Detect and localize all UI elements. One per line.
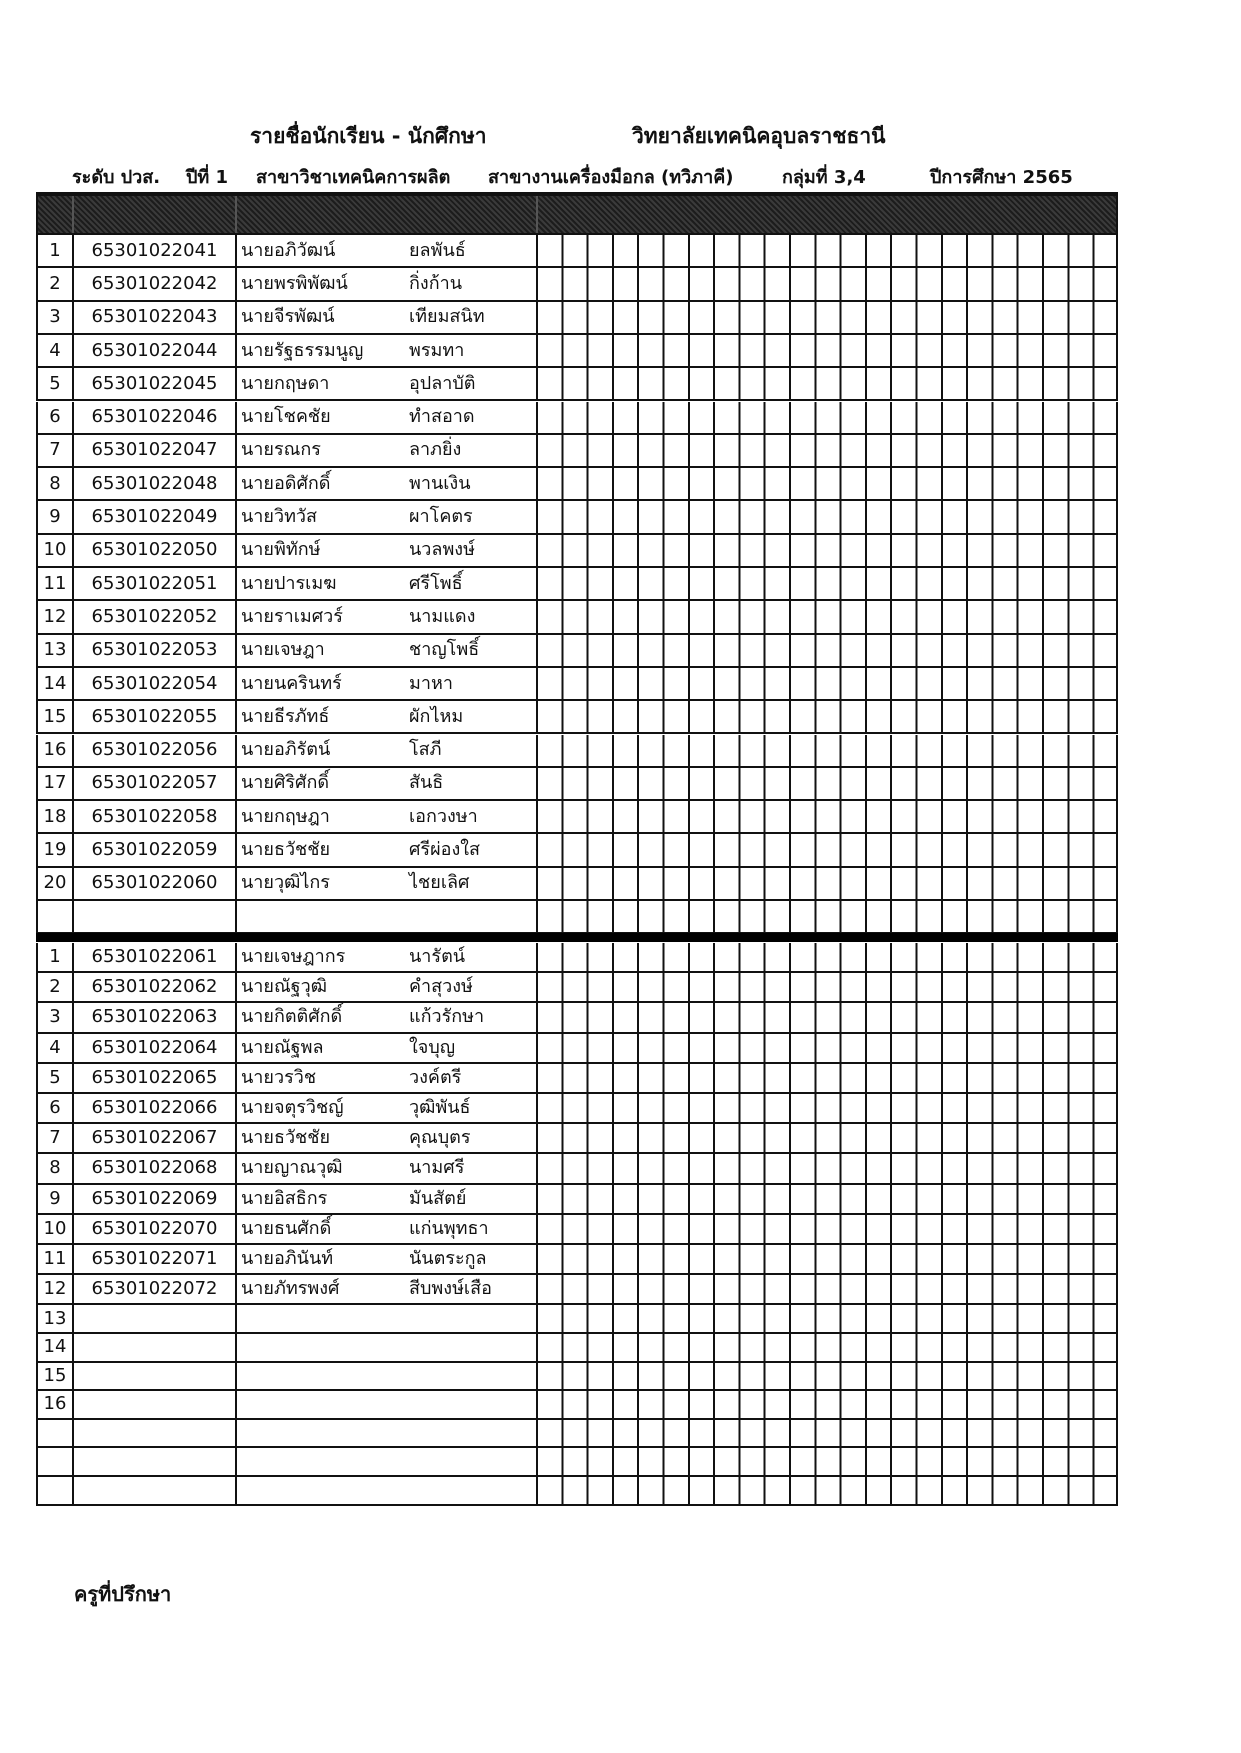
last-name: โสภี xyxy=(409,739,442,761)
student-name xyxy=(235,302,536,333)
student-name xyxy=(235,568,536,599)
first-name: นายเจษฎากร xyxy=(241,946,346,968)
first-name: นายเจษฎา xyxy=(241,639,325,661)
attendance-grid[interactable] xyxy=(536,1245,1118,1273)
student-name xyxy=(235,1334,536,1361)
student-name xyxy=(235,1094,536,1122)
row-number xyxy=(36,1477,72,1504)
last-name: นันตระกูล xyxy=(409,1248,487,1270)
last-name: ใจบุญ xyxy=(409,1036,456,1058)
attendance-grid[interactable] xyxy=(536,368,1118,399)
student-name xyxy=(235,601,536,632)
first-name: นายวรวิช xyxy=(241,1066,317,1088)
attendance-grid[interactable] xyxy=(536,1003,1118,1031)
level-label: ระดับ ปวส. xyxy=(72,167,161,188)
attendance-grid[interactable] xyxy=(536,1124,1118,1152)
program-label: สาขางานเครื่องมือกล (ทวิภาคี) xyxy=(488,167,734,188)
advisor-label: ครูที่ปรึกษา xyxy=(74,1582,172,1606)
academic-year-label: ปีการศึกษา 2565 xyxy=(930,167,1073,188)
student-name xyxy=(235,901,536,932)
row-number: 18 xyxy=(36,801,72,832)
table-row xyxy=(36,468,1118,501)
last-name: สีบพงษ์เสือ xyxy=(409,1278,492,1300)
row-number: 19 xyxy=(36,834,72,865)
attendance-grid[interactable] xyxy=(536,668,1118,699)
table-row xyxy=(36,1305,1118,1334)
student-name xyxy=(235,1154,536,1182)
student-name xyxy=(235,268,536,299)
student-id: 65301022059 xyxy=(72,834,235,865)
student-name xyxy=(235,1363,536,1390)
student-id: 65301022068 xyxy=(72,1154,235,1182)
student-id: 65301022050 xyxy=(72,535,235,566)
last-name: ศรีโพธิ์ xyxy=(409,572,463,594)
student-name xyxy=(235,501,536,532)
row-number: 15 xyxy=(36,701,72,732)
student-name xyxy=(235,1477,536,1504)
table-row xyxy=(36,701,1118,734)
last-name: กิ่งก้าน xyxy=(409,272,462,294)
student-id: 65301022064 xyxy=(72,1034,235,1062)
table-header-band xyxy=(36,194,1118,235)
student-id: 65301022048 xyxy=(72,468,235,499)
row-number: 10 xyxy=(36,535,72,566)
student-name xyxy=(235,768,536,799)
attendance-grid[interactable] xyxy=(536,468,1118,499)
student-id: 65301022041 xyxy=(72,235,235,266)
student-name xyxy=(235,868,536,899)
table-row xyxy=(36,402,1118,435)
attendance-grid[interactable] xyxy=(536,1275,1118,1303)
student-id: 65301022071 xyxy=(72,1245,235,1273)
attendance-grid[interactable] xyxy=(536,268,1118,299)
student-id xyxy=(72,1363,235,1390)
last-name: เอกวงษา xyxy=(409,805,478,827)
last-name: สันธิ xyxy=(409,772,444,794)
first-name: นายอภินันท์ xyxy=(241,1248,334,1270)
first-name: นายวุฒิไกร xyxy=(241,872,330,894)
student-id: 65301022066 xyxy=(72,1094,235,1122)
student-name xyxy=(235,535,536,566)
table-row xyxy=(36,834,1118,867)
group-label: กลุ่มที่ 3,4 xyxy=(782,167,866,188)
row-number: 12 xyxy=(36,1275,72,1303)
attendance-grid[interactable] xyxy=(536,1064,1118,1092)
first-name: นายญาณวุฒิ xyxy=(241,1157,343,1179)
student-name xyxy=(235,943,536,971)
student-id: 65301022045 xyxy=(72,368,235,399)
table-row xyxy=(36,668,1118,701)
last-name: นวลพงษ์ xyxy=(409,539,475,561)
row-number: 9 xyxy=(36,1185,72,1213)
table-row xyxy=(36,368,1118,401)
table-row xyxy=(36,1245,1118,1275)
table-row xyxy=(36,302,1118,335)
header-divider xyxy=(536,196,538,233)
student-id: 65301022047 xyxy=(72,435,235,466)
attendance-grid[interactable] xyxy=(536,768,1118,799)
last-name: เทียมสนิท xyxy=(409,306,485,328)
student-id xyxy=(72,1305,235,1332)
student-id: 65301022072 xyxy=(72,1275,235,1303)
row-number: 1 xyxy=(36,943,72,971)
attendance-grid[interactable] xyxy=(536,1334,1118,1361)
row-number: 8 xyxy=(36,1154,72,1182)
student-id: 65301022062 xyxy=(72,973,235,1001)
row-number: 14 xyxy=(36,1334,72,1361)
attendance-grid[interactable] xyxy=(536,1094,1118,1122)
first-name: นายณัฐวุฒิ xyxy=(241,976,327,998)
attendance-grid[interactable] xyxy=(536,1185,1118,1213)
table-row xyxy=(36,1094,1118,1124)
table-row xyxy=(36,1477,1118,1506)
student-id: 65301022044 xyxy=(72,335,235,366)
table-row xyxy=(36,535,1118,568)
attendance-grid[interactable] xyxy=(536,834,1118,865)
first-name: นายรณกร xyxy=(241,439,321,461)
last-name: ยลพันธ์ xyxy=(409,239,466,261)
student-id: 65301022058 xyxy=(72,801,235,832)
student-name xyxy=(235,368,536,399)
student-name xyxy=(235,1391,536,1418)
header-divider xyxy=(72,196,74,233)
student-id: 65301022052 xyxy=(72,601,235,632)
table-row xyxy=(36,635,1118,668)
last-name: วงค์ตรี xyxy=(409,1066,462,1088)
table-row xyxy=(36,268,1118,301)
first-name: นายกิตติศักดิ์ xyxy=(241,1006,343,1028)
student-id: 65301022063 xyxy=(72,1003,235,1031)
table-row xyxy=(36,1154,1118,1184)
student-id xyxy=(72,1420,235,1447)
row-number xyxy=(36,1448,72,1475)
table-row xyxy=(36,1003,1118,1033)
row-number: 6 xyxy=(36,1094,72,1122)
table-row xyxy=(36,1275,1118,1305)
first-name: นายธวัชชัย xyxy=(241,839,331,861)
row-number: 7 xyxy=(36,435,72,466)
row-number: 4 xyxy=(36,335,72,366)
last-name: ผาโคตร xyxy=(409,506,473,528)
student-id: 65301022053 xyxy=(72,635,235,666)
last-name: นามศรี xyxy=(409,1157,465,1179)
student-name xyxy=(235,1215,536,1243)
student-id: 65301022054 xyxy=(72,668,235,699)
student-id: 65301022061 xyxy=(72,943,235,971)
student-id: 65301022060 xyxy=(72,868,235,899)
last-name: ชาญโพธิ์ xyxy=(409,639,480,661)
student-name xyxy=(235,668,536,699)
student-name xyxy=(235,335,536,366)
last-name: ผักไหม xyxy=(409,705,464,727)
student-name xyxy=(235,1185,536,1213)
student-id: 65301022056 xyxy=(72,735,235,766)
row-number: 15 xyxy=(36,1363,72,1390)
first-name: นายจีรพัฒน์ xyxy=(241,306,335,328)
student-id: 65301022067 xyxy=(72,1124,235,1152)
student-id xyxy=(72,1391,235,1418)
section-separator xyxy=(36,933,1118,942)
first-name: นายวิทวัส xyxy=(241,506,318,528)
table-row xyxy=(36,1124,1118,1154)
attendance-grid[interactable] xyxy=(536,1154,1118,1182)
row-number: 14 xyxy=(36,668,72,699)
student-name xyxy=(235,973,536,1001)
row-number: 5 xyxy=(36,1064,72,1092)
attendance-grid[interactable] xyxy=(536,402,1118,433)
student-id xyxy=(72,901,235,932)
student-name xyxy=(235,801,536,832)
table-row xyxy=(36,973,1118,1003)
student-id: 65301022051 xyxy=(72,568,235,599)
student-id: 65301022055 xyxy=(72,701,235,732)
attendance-grid[interactable] xyxy=(536,535,1118,566)
attendance-grid[interactable] xyxy=(536,1305,1118,1332)
table-row xyxy=(36,901,1118,934)
first-name: นายพิทักษ์ xyxy=(241,539,321,561)
college-name: วิทยาลัยเทคนิคอุบลราชธานี xyxy=(632,124,886,148)
student-name xyxy=(235,235,536,266)
student-name xyxy=(235,402,536,433)
first-name: นายกฤษฎา xyxy=(241,805,330,827)
first-name: นายธวัชชัย xyxy=(241,1127,331,1149)
table-row xyxy=(36,501,1118,534)
row-number: 10 xyxy=(36,1215,72,1243)
first-name: นายกฤษดา xyxy=(241,372,330,394)
first-name: นายจตุรวิชญ์ xyxy=(241,1097,344,1119)
table-row xyxy=(36,601,1118,634)
last-name: ศรีผ่องใส xyxy=(409,839,481,861)
student-id: 65301022046 xyxy=(72,402,235,433)
year-label: ปีที่ 1 xyxy=(186,167,229,188)
attendance-grid[interactable] xyxy=(536,1477,1118,1504)
header-divider xyxy=(235,196,237,233)
student-name xyxy=(235,735,536,766)
first-name: นายณัฐพล xyxy=(241,1036,324,1058)
table-row xyxy=(36,1448,1118,1477)
first-name: นายธนศักดิ์ xyxy=(241,1217,332,1239)
first-name: นายรัฐธรรมนูญ xyxy=(241,339,364,361)
row-number xyxy=(36,901,72,932)
table-row xyxy=(36,1420,1118,1449)
attendance-grid[interactable] xyxy=(536,868,1118,899)
student-name xyxy=(235,834,536,865)
last-name: แก่นพุทธา xyxy=(409,1217,489,1239)
row-number: 3 xyxy=(36,1003,72,1031)
last-name: วุฒิพันธ์ xyxy=(409,1097,471,1119)
last-name: พานเงิน xyxy=(409,472,471,494)
last-name: แก้วรักษา xyxy=(409,1006,485,1028)
attendance-grid[interactable] xyxy=(536,973,1118,1001)
first-name: นายอภิวัฒน์ xyxy=(241,239,336,261)
attendance-grid[interactable] xyxy=(536,568,1118,599)
student-id: 65301022069 xyxy=(72,1185,235,1213)
attendance-grid[interactable] xyxy=(536,601,1118,632)
attendance-grid[interactable] xyxy=(536,901,1118,932)
table-row xyxy=(36,1215,1118,1245)
table-row xyxy=(36,1034,1118,1064)
table-row xyxy=(36,768,1118,801)
student-name xyxy=(235,1064,536,1092)
attendance-grid[interactable] xyxy=(536,1034,1118,1062)
student-id: 65301022070 xyxy=(72,1215,235,1243)
row-number: 11 xyxy=(36,1245,72,1273)
row-number: 7 xyxy=(36,1124,72,1152)
last-name: อุปลาบัติ xyxy=(409,372,476,394)
table-row xyxy=(36,1064,1118,1094)
first-name: นายศิริศักดิ์ xyxy=(241,772,330,794)
attendance-grid[interactable] xyxy=(536,735,1118,766)
first-name: นายโชคชัย xyxy=(241,406,331,428)
first-name: นายธีรภัทธ์ xyxy=(241,705,330,727)
last-name: ลาภยิ่ง xyxy=(409,439,462,461)
attendance-grid[interactable] xyxy=(536,1363,1118,1390)
table-row xyxy=(36,801,1118,834)
student-name xyxy=(235,635,536,666)
first-name: นายอภิรัตน์ xyxy=(241,739,331,761)
student-id: 65301022042 xyxy=(72,268,235,299)
first-name: นายนครินทร์ xyxy=(241,672,342,694)
table-row xyxy=(36,435,1118,468)
first-name: นายพรพิพัฒน์ xyxy=(241,272,348,294)
row-number: 9 xyxy=(36,501,72,532)
student-name xyxy=(235,1003,536,1031)
row-number xyxy=(36,1420,72,1447)
student-name xyxy=(235,468,536,499)
table-row xyxy=(36,735,1118,768)
last-name: พรมทา xyxy=(409,339,465,361)
last-name: คุณบุตร xyxy=(409,1127,471,1149)
student-name xyxy=(235,1305,536,1332)
document-title: รายชื่อนักเรียน - นักศึกษา xyxy=(250,124,487,148)
row-number: 12 xyxy=(36,601,72,632)
table-row xyxy=(36,1185,1118,1215)
attendance-grid[interactable] xyxy=(536,1215,1118,1243)
attendance-grid[interactable] xyxy=(536,235,1118,266)
row-number: 6 xyxy=(36,402,72,433)
table-row xyxy=(36,1391,1118,1420)
attendance-grid[interactable] xyxy=(536,1420,1118,1447)
first-name: นายอิสธิกร xyxy=(241,1187,328,1209)
table-row xyxy=(36,1334,1118,1363)
department-label: สาขาวิชาเทคนิคการผลิต xyxy=(256,167,451,188)
first-name: นายปารเมฆ xyxy=(241,572,337,594)
table-row xyxy=(36,943,1118,973)
row-number: 2 xyxy=(36,973,72,1001)
student-id xyxy=(72,1334,235,1361)
student-name xyxy=(235,1420,536,1447)
row-number: 17 xyxy=(36,768,72,799)
student-table xyxy=(36,192,1118,1506)
attendance-grid[interactable] xyxy=(536,335,1118,366)
first-name: นายภัทรพงศ์ xyxy=(241,1278,340,1300)
row-number: 13 xyxy=(36,635,72,666)
table-row xyxy=(36,235,1118,268)
attendance-grid[interactable] xyxy=(536,635,1118,666)
student-id: 65301022049 xyxy=(72,501,235,532)
row-number: 13 xyxy=(36,1305,72,1332)
student-name xyxy=(235,435,536,466)
attendance-grid[interactable] xyxy=(536,1391,1118,1418)
attendance-grid[interactable] xyxy=(536,801,1118,832)
last-name: นามแดง xyxy=(409,605,476,627)
student-name xyxy=(235,1034,536,1062)
row-number: 3 xyxy=(36,302,72,333)
last-name: ทำสอาด xyxy=(409,406,475,428)
last-name: มันสัตย์ xyxy=(409,1187,467,1209)
row-number: 1 xyxy=(36,235,72,266)
table-row xyxy=(36,1363,1118,1392)
row-number: 5 xyxy=(36,368,72,399)
student-id: 65301022057 xyxy=(72,768,235,799)
row-number: 16 xyxy=(36,1391,72,1418)
student-id xyxy=(72,1448,235,1475)
student-id xyxy=(72,1477,235,1504)
student-name xyxy=(235,1448,536,1475)
attendance-grid[interactable] xyxy=(536,1448,1118,1475)
student-name xyxy=(235,1124,536,1152)
first-name: นายอดิศักดิ์ xyxy=(241,472,331,494)
row-number: 16 xyxy=(36,735,72,766)
first-name: นายราเมศวร์ xyxy=(241,605,343,627)
student-id: 65301022043 xyxy=(72,302,235,333)
row-number: 20 xyxy=(36,868,72,899)
attendance-grid[interactable] xyxy=(536,435,1118,466)
last-name: คำสุวงษ์ xyxy=(409,976,473,998)
student-id: 65301022065 xyxy=(72,1064,235,1092)
table-row xyxy=(36,868,1118,901)
student-name xyxy=(235,701,536,732)
attendance-grid[interactable] xyxy=(536,943,1118,971)
last-name: มาหา xyxy=(409,672,453,694)
row-number: 4 xyxy=(36,1034,72,1062)
student-name xyxy=(235,1245,536,1273)
row-number: 8 xyxy=(36,468,72,499)
last-name: ไชยเลิศ xyxy=(409,872,470,894)
table-row xyxy=(36,568,1118,601)
attendance-grid[interactable] xyxy=(536,302,1118,333)
row-number: 11 xyxy=(36,568,72,599)
student-name xyxy=(235,1275,536,1303)
row-number: 2 xyxy=(36,268,72,299)
last-name: นารัตน์ xyxy=(409,946,466,968)
attendance-grid[interactable] xyxy=(536,501,1118,532)
table-row xyxy=(36,335,1118,368)
attendance-grid[interactable] xyxy=(536,701,1118,732)
